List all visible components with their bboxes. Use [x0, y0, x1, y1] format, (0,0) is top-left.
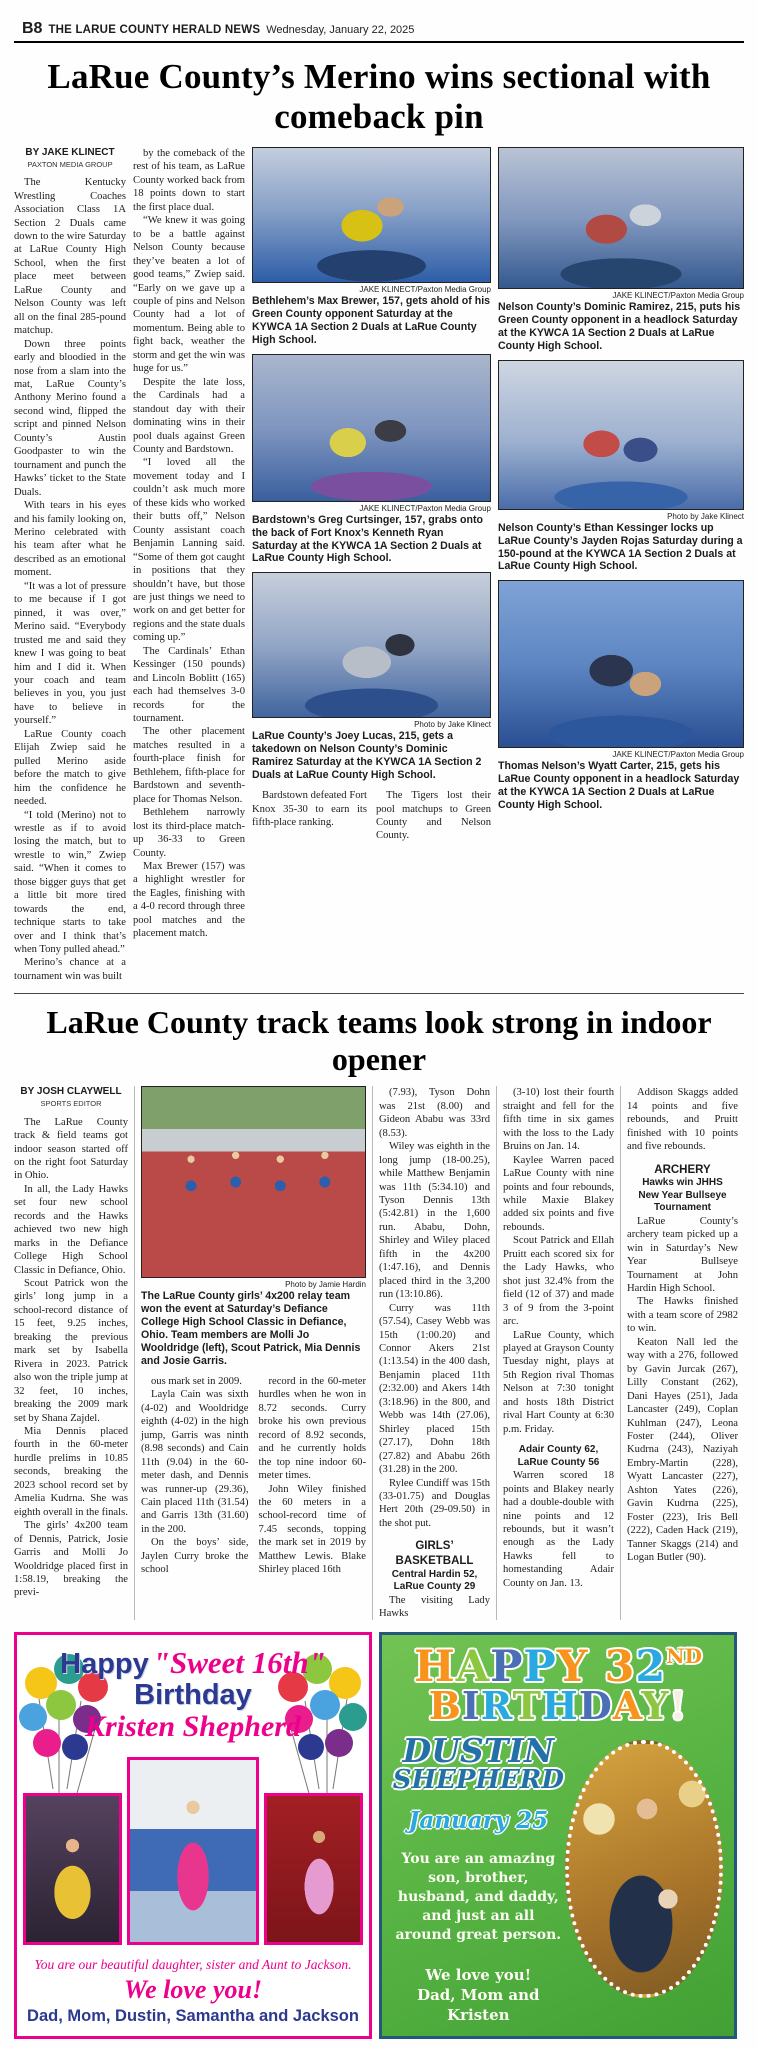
photo-girl-pink-dress	[127, 1757, 259, 1945]
ad-left-message: You are our beautiful daughter, sister and Aunt to Jackson.	[34, 1957, 352, 1973]
tournament-title-line: Hawks win JHHS	[642, 1177, 723, 1189]
ad-right-signature: Dad, Mom and Kristen	[417, 1986, 540, 2025]
photo-girl-yellow-dress	[23, 1793, 122, 1945]
paragraph: Despite the late loss, the Cardinals had a standout day with their dominating wins in their pool duals against Green County and Bardstown.	[133, 376, 245, 455]
game-score-line: LaRue County 56	[517, 1456, 600, 1468]
paragraph: “It was a lot of pressure to me because if I got pinned, it was over,” Merino said. “Everybody trusted me and said they knew I was going to beat him and I did it. When your coach and team believes in you, you just have to believe in yourself.”	[14, 580, 126, 727]
masthead	[14, 20, 744, 43]
issue-date: Wednesday, January 22, 2025	[266, 24, 415, 36]
paragraph: The Kentucky Wrestling Coaches Association Class 1A Section 2 Duals came down to the wire Saturday at LaRue County High School, when the first place meet between LaRue County and Nelson County was left all on the final 285-pound matchup.	[14, 177, 126, 337]
photo-caption: Thomas Nelson’s Wyatt Carter, 215, gets his LaRue County opponent in a headlock Saturday at the KYWCA 1A Section 2 Duals at LaRue County High School.	[498, 760, 740, 812]
advertisements-row	[14, 1632, 744, 2039]
page-number: B8	[22, 20, 43, 37]
paragraph: “I loved all the movement today and I couldn’t ask much more of these kids who worked their butts off,” Nelson County assistant coach Benjamin Lanning said. “Some of them got caught in positions that they shouldn’t have, but those are just things we need to work on and get better for regions and the state duals coming up.”	[133, 457, 245, 644]
ad-left-photos	[23, 1757, 363, 1945]
ad-right-date: January 25	[408, 1807, 549, 1835]
photo-track-relay-team	[141, 1086, 366, 1278]
paragraph: LaRue County’s archery team picked up a win in Saturday’s New Year Bullseye Tournament at John Hardin High School.	[627, 1215, 738, 1295]
ad-right-message: You are an amazing son, brother, husband, and daddy, and just an all around great person.	[395, 1851, 562, 1943]
section-heading-archery: ARCHERY	[654, 1163, 711, 1176]
article2-column-6	[620, 1086, 744, 1620]
article1-body	[14, 147, 744, 983]
paragraph: Merino’s chance at a tournament win was built	[14, 957, 126, 982]
article1-byline-org: PAXTON MEDIA GROUP	[27, 159, 113, 169]
ad-left-title-birthday: Birthday	[134, 1678, 252, 1711]
photo-wrestling-brewer	[252, 147, 491, 283]
ad-right-body	[392, 1731, 724, 2025]
photo-caption: The LaRue County girls’ 4x200 relay team won the event at Saturday’s Defiance College High School Classic in Defiance, Ohio. Team members are Molli Jo Wooldridge (left), Scout Patrick, Mia Dennis and Josie Garris.	[141, 1290, 361, 1367]
paragraph: Keaton Nall led the way with a 276, followed by Gavin Jurcak (267), Lilly Constant (262), Dani Hayes (251), Jada Lancaster (249), Coplan Kuhlman (247), Leona Foster (244), Oliver Kudrna (243), Naziyah Embry-Martin (228), Wyatt Lancaster (227), Ashton Yates (226), Gavin Kudrna (225), Foster (223), Iris Bell (222), Caden Hack (219), Tanner Skaggs (214) and Logan Butler (90).	[627, 1336, 738, 1564]
ad-right-love-line: We love you!	[425, 1965, 532, 1984]
paragraph: (3-10) lost their fourth straight and fell for the fifth time in six games with the loss to the Lady Bruins on Jan. 14.	[503, 1087, 614, 1153]
paragraph: record in the 60-meter hurdles when he won in 8.72 seconds. Curry broke his own previous record of 8.92 seconds, and he currently holds the top nine indoor 60-meter times.	[258, 1375, 366, 1482]
paragraph: Wiley was eighth in the long jump (18-00.25), while Matthew Benjamin was 11th (5:34.10) and Tyson Dennis 13th (5:42.81) in the 1,600 run. Ababu, Dohn, Shirley and Wiley placed fifth in the 4x200 (1:47.16), and Dennis placed third in the 3,200 run (13:10.86).	[379, 1141, 490, 1301]
game-score-line: Central Hardin 52,	[391, 1568, 478, 1580]
tournament-title-line: New Year Bullseye	[638, 1189, 727, 1201]
photo-credit: JAKE KLINECT/Paxton Media Group	[359, 503, 491, 513]
game-score-line: LaRue County 29	[393, 1581, 476, 1593]
article2-column-5	[496, 1086, 620, 1620]
paragraph: The visiting Lady Hawks	[379, 1594, 490, 1619]
article2-column-4	[372, 1086, 496, 1620]
photo-dad-and-baby-oval	[565, 1740, 723, 1998]
paragraph: ous mark set in 2009.	[151, 1375, 242, 1387]
article2-byline: BY JOSH CLAYWELL	[20, 1086, 122, 1098]
photo-girl-pink-jumpsuit	[264, 1793, 363, 1945]
article1-byline: BY JAKE KLINECT	[25, 147, 115, 158]
paragraph: Warren scored 18 points and Blakey nearly had a double-double with nine points and 12 rebounds, but it wasn’t enough as the Lady Hawks fell to homestanding Adair County on Jan. 13.	[503, 1470, 614, 1589]
paragraph: John Wiley finished the 60 meters in a school-record time of 7.45 seconds, topping the mark set in 2019 by Matthew Lewis. Blake Shirley placed 16th	[258, 1483, 366, 1576]
ad-left-love-line: We love you!	[123, 1975, 263, 2005]
article1-headline: LaRue County’s Merino wins sectional with comeback pin	[47, 57, 711, 136]
paragraph: The other placement matches resulted in a fourth-place finish for Bethlehem, fifth-place for Bardstown and seventh-place for Thomas Nelson.	[133, 726, 245, 805]
article2-body	[14, 1086, 744, 1620]
photo-caption: Nelson County’s Ethan Kessinger locks up LaRue County’s Jayden Rojas Saturday during a 150-pound at the KYWCA 1A Section 2 Duals at LaRue County High School.	[498, 521, 743, 573]
article1-photo-column-middle	[252, 147, 498, 983]
paragraph: The Cardinals’ Ethan Kessinger (150 pounds) and Lincoln Boblitt (165) each had themselves 3-0 records for the tournament.	[133, 645, 245, 725]
photo-credit: JAKE KLINECT/Paxton Media Group	[359, 285, 491, 294]
paragraph: In all, the Lady Hawks set four new school records and the Hawks achieved two new high marks in the Defiance College High School Classic in Defiance, Ohio.	[14, 1183, 128, 1276]
paragraph: Down three points early and bloodied in the nose from a slam into the mat, LaRue County’s Anthony Merino found a second wind, flipped the script and pinned Nelson County’s Austin Goodpaster to win the tournament and punch the Hawks’ ticket to the State Duals.	[14, 338, 126, 498]
article1-photo-column-right	[498, 147, 744, 983]
photo-caption: Bethlehem’s Max Brewer, 157, gets ahold of his Green County opponent Saturday at the KYWCA 1A Section 2 Duals at LaRue County High School.	[252, 295, 491, 346]
ad-sweet-16-birthday	[14, 1632, 372, 2039]
photo-credit: Photo by Jamie Hardin	[285, 1280, 366, 1290]
paragraph: (7.93), Tyson Dohn was 21st (8.00) and Gideon Ababu was 33rd (8.53).	[379, 1087, 490, 1139]
paragraph: The girls’ 4x200 team of Dennis, Patrick, Josie Garris and Molli Jo Wooldridge placed first in 1:58.19, breaking the previ-	[14, 1520, 128, 1599]
ad-left-name: Kristen Shepherd	[85, 1710, 301, 1744]
paragraph: Max Brewer (157) was a highlight wrestler for the Eagles, finishing with a 4-0 record through three pool matches and the placement match.	[133, 861, 245, 940]
paragraph: Curry was 11th (57.54), Casey Webb was 15th (1:00.20) and Connor Akers 21st (1:13.54) in the 400 dash, Benjamin placed 11th (2:32.00) and Akers 14th (3:18.96) in the 800, and Webb was 14th (27.06), Shirley placed 15th (27.17), Dohn 18th (27.82) and Ababu 26th (31.28) in the 200.	[379, 1302, 490, 1476]
ad-right-photo-wrap	[565, 1734, 724, 2025]
ad-right-title-line1	[392, 1642, 724, 1693]
photo-wrestling-curtsinger	[252, 354, 491, 502]
paragraph: Layla Cain was sixth (4-02) and Wooldridge eighth (4-02) in the high jump, Garris was ninth (8.98 seconds) and Cain 11th (9.04) in the 60-meter dash, and Dennis was runner-up (29.36), Cain placed 11th (31.54) and Garris 13th (31.60) in the 200.	[141, 1389, 249, 1535]
paragraph: Bethlehem narrowly lost its third-place match-up 36-33 to Green County.	[133, 807, 245, 859]
photo-credit: Photo by Jake Klinect	[667, 511, 744, 521]
section-heading-girls-basketball: GIRLS’ BASKETBALL	[395, 1540, 474, 1567]
paragraph: LaRue County, which played at Grayson County Tuesday night, plays at 5th Region rival Thomas Nelson at 7:30 tonight and hosts 18th District rival Hart County at 6:30 p.m. Friday.	[503, 1329, 614, 1435]
ad-right-text-column	[392, 1731, 565, 2025]
photo-wrestling-carter	[498, 580, 744, 748]
ad-left-title-sweet-16th: "Sweet 16th"	[152, 1645, 326, 1681]
paragraph: Scout Patrick and Ellah Pruitt each scored six for the Lady Hawks, who shot just 32.4% from the field (12 of 37) and made 3 of 9 from the 3-point arc.	[503, 1235, 614, 1328]
ad-right-love-lines	[392, 1965, 565, 2026]
paragraph: Kaylee Warren paced LaRue County with nine points and four rebounds, while Maxie Blakey added six points and five rebounds.	[503, 1154, 614, 1233]
article-divider	[14, 993, 744, 994]
game-score-line: Adair County 62,	[518, 1444, 599, 1456]
ad-right-name-line1: DUSTIN	[402, 1731, 554, 1771]
paragraph: The Tigers lost their pool matchups to Green County and Nelson County.	[376, 790, 491, 842]
ad-left-title-happy: Happy	[60, 1648, 149, 1681]
article1-column-1	[14, 147, 133, 983]
article2-column-2	[141, 1375, 254, 1577]
paragraph: On the boys’ side, Jaylen Curry broke the school	[141, 1537, 249, 1576]
article2-subcolumns	[141, 1375, 366, 1577]
ad-right-ordinal: ND	[666, 1644, 702, 1669]
photo-wrestling-ramirez	[498, 147, 744, 289]
paragraph: by the comeback of the rest of his team, as LaRue County worked back from 18 points down to start the first place dual.	[133, 148, 245, 213]
paragraph: Addison Skaggs added 14 points and five rebounds, and Pruitt finished with 10 points and five rebounds.	[627, 1087, 738, 1153]
paragraph: The Hawks finished with a team score of 2982 to win.	[627, 1296, 738, 1335]
article1-tail-columns	[252, 789, 491, 843]
photo-caption: Bardstown’s Greg Curtsinger, 157, grabs onto the back of Fort Knox’s Kenneth Ryan Saturday at the KYWCA 1A Section 2 Duals at LaRue County High School.	[252, 513, 483, 565]
paragraph: Scout Patrick won the girls’ long jump in a school-record distance of 15 feet, 9.25 inches, breaking the previous mark set by Isabella Rivera in 2023. Patrick also won the triple jump at 32 feet, 10 inches, breaking the 2009 mark set by Shana Zajdel.	[14, 1278, 128, 1424]
ad-right-name-line2: SHEPHERD	[392, 1765, 564, 1796]
ad-left-title	[23, 1647, 363, 1710]
paragraph: With tears in his eyes and his family looking on, Merino celebrated with his team after what he described as an emotional moment.	[14, 500, 126, 579]
paragraph: “I told (Merino) not to wrestle as if to avoid losing the match, but to wrestle to win,” Zwiep said. “When it comes to those bigger guys that get a little bit more tired towards the end, technique starts to take over and I think that’s when Tony pulled ahead.”	[14, 809, 126, 956]
photo-caption: LaRue County’s Joey Lucas, 215, gets a takedown on Nelson County’s Dominic Ramirez Saturday at the KYWCA 1A Section 2 Duals at LaRue County High School.	[252, 730, 482, 782]
photo-wrestling-kessinger	[498, 360, 744, 510]
article2-byline-org: SPORTS EDITOR	[40, 1099, 102, 1109]
ad-right-title	[392, 1642, 724, 1729]
article2-headline: LaRue County track teams look strong in indoor opener	[46, 1004, 712, 1078]
photo-wrestling-lucas	[252, 572, 491, 718]
photo-caption: Nelson County’s Dominic Ramirez, 215, puts his Green County opponent in a headlock Saturday at the KYWCA 1A Section 2 Duals at LaRue County High School.	[498, 301, 741, 352]
article2-column-3	[254, 1375, 367, 1577]
ad-left-signature: Dad, Mom, Dustin, Samantha and Jackson	[27, 2007, 359, 2026]
article1-column-2	[133, 147, 252, 983]
paragraph: “We knew it was going to be a battle against Nelson County because they’ve beaten a lot of good teams,” Zwiep said. “Early on we gave up a couple of pins and Nelson County had a lot of momentum. Being able to fight back, weather the storm and get the win was huge for us.”	[133, 215, 245, 375]
tournament-title-line: Tournament	[653, 1202, 712, 1214]
photo-credit: JAKE KLINECT/Paxton Media Group	[612, 750, 744, 760]
paragraph: LaRue County coach Elijah Zwiep said he pulled Merino aside before the match to give him the confidence he needed.	[14, 728, 126, 808]
paragraph: Mia Dennis placed fourth in the 60-meter hurdle prelims in 10.85 seconds, breaking the 2023 school record set by Amelia Kudrna. She was eighth overall in the finals.	[14, 1426, 128, 1518]
paragraph: Rylee Cundiff was 15th (33-01.75) and Douglas Hert 20th (29-09.50) in the shot put.	[379, 1477, 490, 1529]
photo-credit: JAKE KLINECT/Paxton Media Group	[612, 291, 744, 300]
publication-name: THE LARUE COUNTY HERALD NEWS	[48, 24, 261, 36]
ad-right-happy-32: HAPPY 32	[414, 1642, 667, 1693]
paragraph: Bardstown defeated Fort Knox 35-30 to earn its fifth-place ranking.	[252, 790, 367, 828]
article2-column-1	[14, 1086, 134, 1620]
photo-credit: Photo by Jake Klinect	[414, 720, 491, 730]
ad-right-title-line2: BIRTHDAY!	[428, 1683, 688, 1729]
ad-32nd-birthday	[379, 1632, 737, 2039]
article2-photo-area	[134, 1086, 372, 1620]
paragraph: The LaRue County track & field teams got indoor season started off on the right foot Saturday in Ohio.	[14, 1116, 128, 1182]
